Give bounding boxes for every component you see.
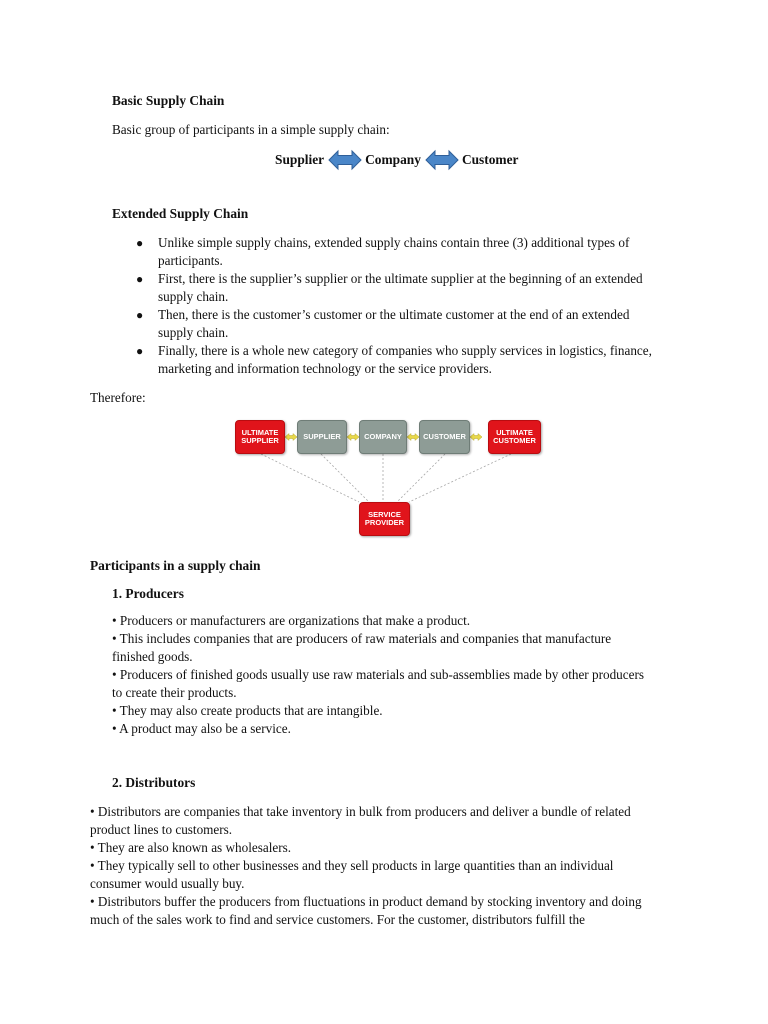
- text-line: • Distributors are companies that take inventory in bulk from producers and deliver a bundle of related: [90, 804, 631, 819]
- list-item: ● First, there is the supplier’s supplier or the ultimate supplier at the beginning of an extended supply chain.: [136, 271, 643, 304]
- ultimate-customer-box: ULTIMATE CUSTOMER: [488, 420, 541, 454]
- text-line: finished goods.: [112, 649, 193, 664]
- chain-company-label: Company: [365, 152, 421, 167]
- bullet-icon: ●: [136, 272, 144, 286]
- text-line: • They typically sell to other businesses and they sell products in large quantities than an individual: [90, 858, 614, 873]
- chain-customer-label: Customer: [461, 152, 519, 167]
- text-line: to create their products.: [112, 685, 237, 700]
- text-line: consumer would usually buy.: [90, 876, 245, 891]
- text-line: • This includes companies that are producers of raw materials and companies that manufacture: [112, 631, 612, 646]
- company-box: COMPANY: [359, 420, 407, 454]
- bullet-icon: ●: [136, 344, 144, 358]
- customer-box: CUSTOMER: [419, 420, 470, 454]
- list-item: ● Finally, there is a whole new category of companies who supply services in logistics, finance, marketing and information technology or the service providers.: [136, 343, 652, 376]
- text-line: much of the sales work to find and service customers. For the customer, distributors fulfill the: [90, 912, 585, 927]
- text-line: • Producers or manufacturers are organizations that make a product.: [112, 613, 471, 628]
- basic-supply-chain-title: Basic Supply Chain: [112, 93, 225, 108]
- simple-chain-row: [275, 148, 518, 172]
- participants-title: Participants in a supply chain: [90, 558, 261, 573]
- extended-supply-chain-title: Extended Supply Chain: [112, 206, 249, 221]
- chain-supplier-label: Supplier: [275, 152, 325, 167]
- bullet-icon: ●: [136, 308, 144, 322]
- list-item: ● Then, there is the customer’s customer or the ultimate customer at the end of an extended supply chain.: [136, 307, 630, 340]
- producers-heading: 1. Producers: [112, 586, 184, 601]
- text-line: • A product may also be a service.: [112, 721, 291, 736]
- double-arrow-icon: [425, 149, 459, 171]
- therefore-text: Therefore:: [90, 390, 146, 405]
- distributors-heading: 2. Distributors: [112, 775, 196, 790]
- extended-supply-chain-diagram: [233, 418, 543, 536]
- producers-text: [112, 612, 712, 738]
- list-item: ● Unlike simple supply chains, extended supply chains contain three (3) additional types of participants.: [136, 235, 630, 268]
- text-line: • Producers of finished goods usually use raw materials and sub-assemblies made by other producers: [112, 667, 644, 682]
- text-line: • They are also known as wholesalers.: [90, 840, 292, 855]
- service-provider-box: SERVICE PROVIDER: [359, 502, 410, 536]
- basic-intro-text: Basic group of participants in a simple supply chain:: [112, 122, 390, 137]
- text-line: • They may also create products that are intangible.: [112, 703, 383, 718]
- supplier-box: SUPPLIER: [297, 420, 347, 454]
- double-arrow-icon: [328, 149, 362, 171]
- distributors-text: [90, 803, 720, 929]
- text-line: • Distributors buffer the producers from fluctuations in product demand by stocking inventory and doing: [90, 894, 642, 909]
- text-line: product lines to customers.: [90, 822, 233, 837]
- extended-bullet-list: [136, 234, 718, 378]
- ultimate-supplier-box: ULTIMATE SUPPLIER: [235, 420, 285, 454]
- bullet-icon: ●: [136, 236, 144, 250]
